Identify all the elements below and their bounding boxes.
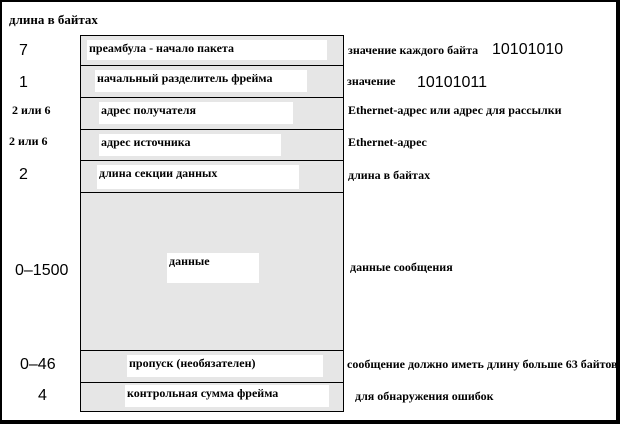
field-size: 7	[19, 42, 28, 59]
field-description: Ethernet-адрес	[348, 135, 427, 149]
field-description: длина в байтах	[348, 168, 431, 182]
field-description: значение каждого байта	[348, 43, 479, 57]
frame-field-checksum	[81, 383, 343, 411]
field-description: сообщение должно иметь длину больше 63 байтов	[347, 357, 618, 371]
field-size: 2	[19, 166, 28, 183]
column-header-length: длина в байтах	[9, 12, 98, 27]
field-size: 0–46	[20, 356, 56, 373]
field-label: преамбула - начало пакета	[87, 40, 327, 60]
field-size: 2 или 6	[9, 134, 48, 148]
field-size: 0–1500	[15, 262, 69, 279]
field-description: Ethernet-адрес или адрес для рассылки	[348, 103, 562, 117]
field-description: для обнаружения ошибок	[355, 389, 494, 403]
field-label: данные	[167, 253, 259, 283]
field-label: длина секции данных	[97, 165, 299, 189]
field-size: 2 или 6	[12, 103, 51, 117]
frame-field-destination	[81, 98, 343, 130]
ethernet-frame	[80, 35, 344, 412]
frame-field-preamble	[81, 36, 343, 66]
field-size: 4	[38, 387, 47, 404]
frame-field-sfd	[81, 66, 343, 98]
diagram-panel	[2, 2, 616, 420]
frame-field-padding	[81, 351, 343, 383]
field-description: значение	[347, 74, 396, 88]
frame-field-length	[81, 161, 343, 193]
field-value: 10101010	[492, 41, 564, 58]
field-value: 10101011	[417, 74, 487, 91]
field-label: адрес получателя	[99, 102, 293, 124]
field-label: пропуск (необязателен)	[127, 355, 323, 377]
frame-field-source	[81, 130, 343, 161]
field-size: 1	[19, 74, 28, 91]
field-description: данные сообщения	[350, 260, 453, 274]
field-label: начальный разделитель фрейма	[95, 70, 307, 92]
field-label: контрольная сумма фрейма	[125, 385, 329, 407]
field-label: адрес источника	[99, 134, 281, 156]
frame-field-data	[81, 193, 343, 351]
